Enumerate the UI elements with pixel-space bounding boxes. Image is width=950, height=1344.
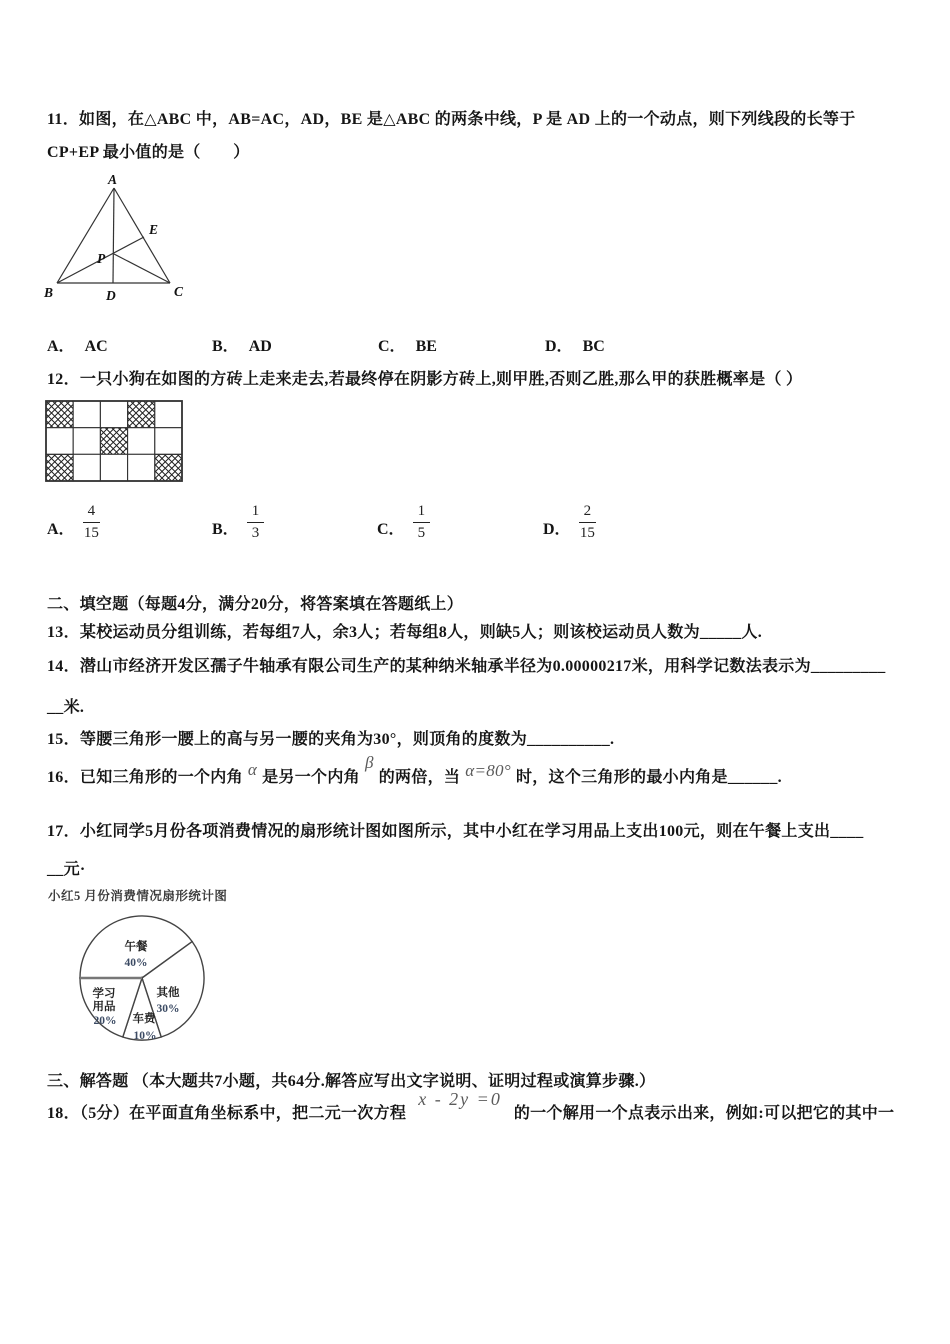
q18-text	[47, 1089, 895, 1123]
vertex-label-d: D	[106, 288, 116, 303]
slice-label-study2: 用品	[92, 1001, 116, 1013]
option-text: AD	[248, 338, 272, 355]
alpha-symbol: α	[247, 760, 258, 779]
slice-label-lunch: 午餐	[124, 941, 148, 953]
option-letter: B．	[212, 338, 239, 355]
q11-line1: 11．如图，在△ABC 中，AB=AC，AD，BE 是△ABC 的两条中线，P 是 AD 上的一个动点，则下列线段的长等于	[47, 111, 856, 128]
slice-pct-fare: 10%	[133, 1030, 157, 1042]
slice-pct-other: 30%	[156, 1003, 180, 1015]
brick-cell	[46, 428, 73, 455]
fraction	[247, 503, 265, 542]
pie-chart-title: 小红5 月份消费情况扇形统计图	[48, 889, 228, 903]
brick-cell-shaded	[100, 428, 127, 455]
q14-line2: __米.	[47, 699, 85, 716]
denominator: 15	[579, 525, 595, 541]
brick-cell	[100, 401, 127, 428]
q13-text: 13．某校运动员分组训练，若每组7人，余3人；若每组8人，则缺5人；则该校运动员人数为_____人.	[47, 624, 763, 641]
brick-grid-figure	[45, 400, 183, 482]
option-text: AC	[84, 338, 108, 355]
brick-cell	[73, 401, 100, 428]
slice-pct-lunch: 40%	[124, 957, 148, 969]
option-text: BE	[415, 338, 437, 355]
vertex-label-p: P	[97, 251, 106, 266]
brick-cell-shaded	[155, 454, 182, 481]
option-text: BC	[582, 338, 605, 355]
q12-option-d	[543, 503, 596, 542]
vertex-label-a: A	[108, 172, 118, 187]
q16-part4: 时，这个三角形的最小内角是______.	[515, 769, 782, 786]
q18-equation: x - 2y =0	[418, 1089, 502, 1109]
numerator: 2	[579, 503, 597, 523]
option-letter: B．	[212, 521, 239, 538]
q11-option-d	[545, 333, 605, 356]
alpha-condition: α=80°	[465, 761, 511, 780]
option-letter: C．	[377, 521, 405, 538]
q16-part1: 16．已知三角形的一个内角	[47, 769, 243, 786]
q12-option-a	[47, 503, 100, 542]
pie-chart-figure	[75, 915, 210, 1047]
brick-cell	[73, 454, 100, 481]
slice-label-study1: 学习	[92, 988, 116, 1000]
brick-cell	[128, 428, 155, 455]
brick-cell	[155, 401, 182, 428]
brick-cell-shaded	[46, 454, 73, 481]
slice-pct-study: 20%	[93, 1015, 117, 1027]
fraction	[579, 503, 597, 542]
numerator: 4	[83, 503, 101, 523]
fraction	[413, 503, 431, 542]
slice-label-other: 其他	[156, 987, 180, 999]
q14-line1: 14．潜山市经济开发区孺子牛轴承有限公司生产的某种纳米轴承半径为0.00000217米，用科学记数法表示为_________	[47, 658, 886, 675]
option-letter: C．	[378, 338, 406, 355]
vertex-label-e: E	[149, 222, 159, 237]
option-letter: D．	[543, 521, 571, 538]
q11-option-c	[378, 333, 437, 356]
brick-cell-shaded	[128, 401, 155, 428]
q12-text: 12．一只小狗在如图的方砖上走来走去,若最终停在阴影方砖上,则甲胜,否则乙胜,那么甲的获胜概率是（ ）	[47, 371, 803, 388]
q17-line2: __元·	[47, 861, 86, 878]
denominator: 5	[417, 525, 426, 541]
triangle-figure	[38, 170, 193, 306]
brick-cell-shaded	[46, 401, 73, 428]
vertex-label-b: B	[44, 285, 54, 300]
brick-cell	[155, 428, 182, 455]
q12-option-b	[212, 503, 264, 542]
option-letter: A．	[47, 338, 75, 355]
q11-option-b	[212, 333, 272, 356]
brick-cell	[100, 454, 127, 481]
q17-line1: 17．小红同学5月份各项消费情况的扇形统计图如图所示，其中小红在学习用品上支出100元，则在午餐上支出____	[47, 823, 864, 840]
q16-part2: 是另一个内角	[262, 769, 360, 786]
option-letter: D．	[545, 338, 573, 355]
q11-option-a	[47, 333, 108, 356]
option-letter: A．	[47, 521, 75, 538]
brick-cell	[128, 454, 155, 481]
q15-text: 15．等腰三角形一腰上的高与另一腰的夹角为30°，则顶角的度数为__________.	[47, 731, 615, 748]
vertex-label-c: C	[174, 284, 184, 299]
numerator: 1	[413, 503, 431, 523]
section3-heading: 三、解答题 （本大题共7小题，共64分.解答应写出文字说明、证明过程或演算步骤.）	[47, 1073, 656, 1090]
section2-heading: 二、填空题（每题4分，满分20分，将答案填在答题纸上）	[47, 596, 464, 613]
q18-part2: 的一个解用一个点表示出来，例如:可以把它的其中一	[513, 1105, 895, 1122]
slice-label-fare: 车费	[132, 1013, 156, 1025]
denominator: 15	[83, 525, 99, 541]
fraction	[83, 503, 101, 542]
numerator: 1	[247, 503, 265, 523]
q18-part1: 18．（5分）在平面直角坐标系中，把二元一次方程	[47, 1105, 407, 1122]
denominator: 3	[251, 525, 260, 541]
q11-line2: CP+EP 最小值的是（ ）	[47, 144, 250, 161]
brick-cell	[73, 428, 100, 455]
beta-symbol: β	[364, 753, 374, 772]
q16-text	[47, 753, 782, 787]
q16-part3: 的两倍，当	[378, 769, 461, 786]
q12-option-c	[377, 503, 430, 542]
